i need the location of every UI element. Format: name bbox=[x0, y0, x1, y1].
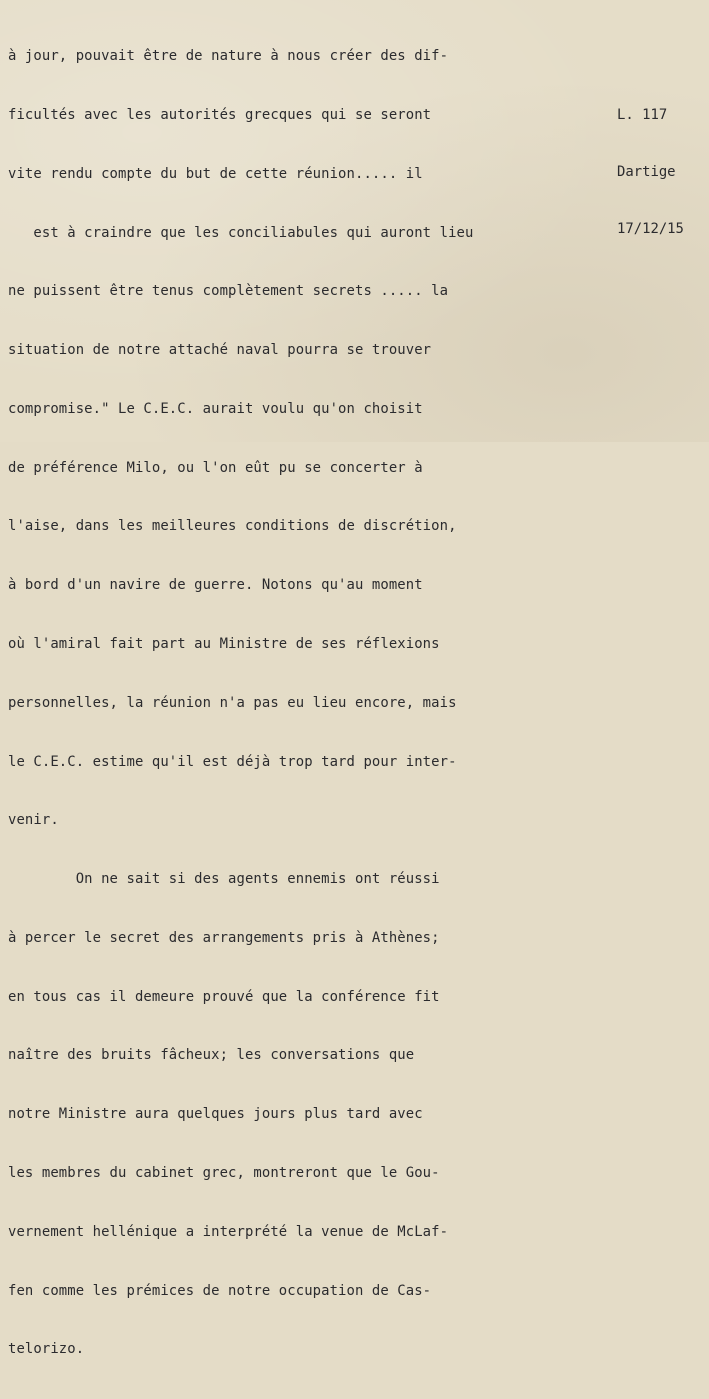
text-line: est à craindre que les conciliabules qui auront lieu bbox=[8, 224, 474, 241]
text-line: naître des bruits fâcheux; les conversations que bbox=[8, 1047, 415, 1064]
text-line: à bord d'un navire de guerre. Notons qu'au moment bbox=[8, 577, 423, 594]
text-line: le C.E.C. estime qu'il est déjà trop tard pour inter- bbox=[8, 753, 457, 770]
text-line: l'aise, dans les meilleures conditions de discrétion, bbox=[8, 518, 457, 535]
text-line: On ne sait si des agents ennemis ont réussi bbox=[8, 871, 440, 888]
margin-reference-note bbox=[617, 68, 684, 277]
text-line: telorizo. bbox=[8, 1341, 85, 1358]
text-line: situation de notre attaché naval pourra se trouver bbox=[8, 342, 432, 359]
text-line: ne puissent être tenus complètement secrets ..... la bbox=[8, 283, 449, 300]
body-text bbox=[8, 8, 608, 1399]
text-line: compromise." Le C.E.C. aurait voulu qu'on choisit bbox=[8, 400, 423, 417]
text-line: venir. bbox=[8, 812, 59, 829]
text-line: à percer le secret des arrangements pris à Athènes; bbox=[8, 929, 440, 946]
text-line: en tous cas il demeure prouvé que la conférence fit bbox=[8, 988, 440, 1005]
text-line: de préférence Milo, ou l'on eût pu se concerter à bbox=[8, 459, 423, 476]
margin-reference: L. 117 bbox=[617, 107, 668, 123]
text-line: où l'amiral fait part au Ministre de ses réflexions bbox=[8, 636, 440, 652]
margin-author: Dartige bbox=[617, 164, 676, 180]
text-line: notre Ministre aura quelques jours plus tard avec bbox=[8, 1106, 423, 1123]
text-line: à jour, pouvait être de nature à nous créer des dif- bbox=[8, 48, 449, 65]
text-line: les membres du cabinet grec, montreront que le Gou- bbox=[8, 1165, 440, 1182]
text-line: personnelles, la réunion n'a pas eu lieu encore, mais bbox=[8, 694, 457, 711]
text-line: vite rendu compte du but de cette réunion..... il bbox=[8, 165, 423, 182]
margin-date: 17/12/15 bbox=[617, 221, 684, 237]
text-line: fen comme les prémices de notre occupation de Cas- bbox=[8, 1282, 432, 1299]
text-line: vernement hellénique a interprété la venue de McLaf- bbox=[8, 1223, 449, 1240]
text-line: ficultés avec les autorités grecques qui se seront bbox=[8, 106, 432, 123]
